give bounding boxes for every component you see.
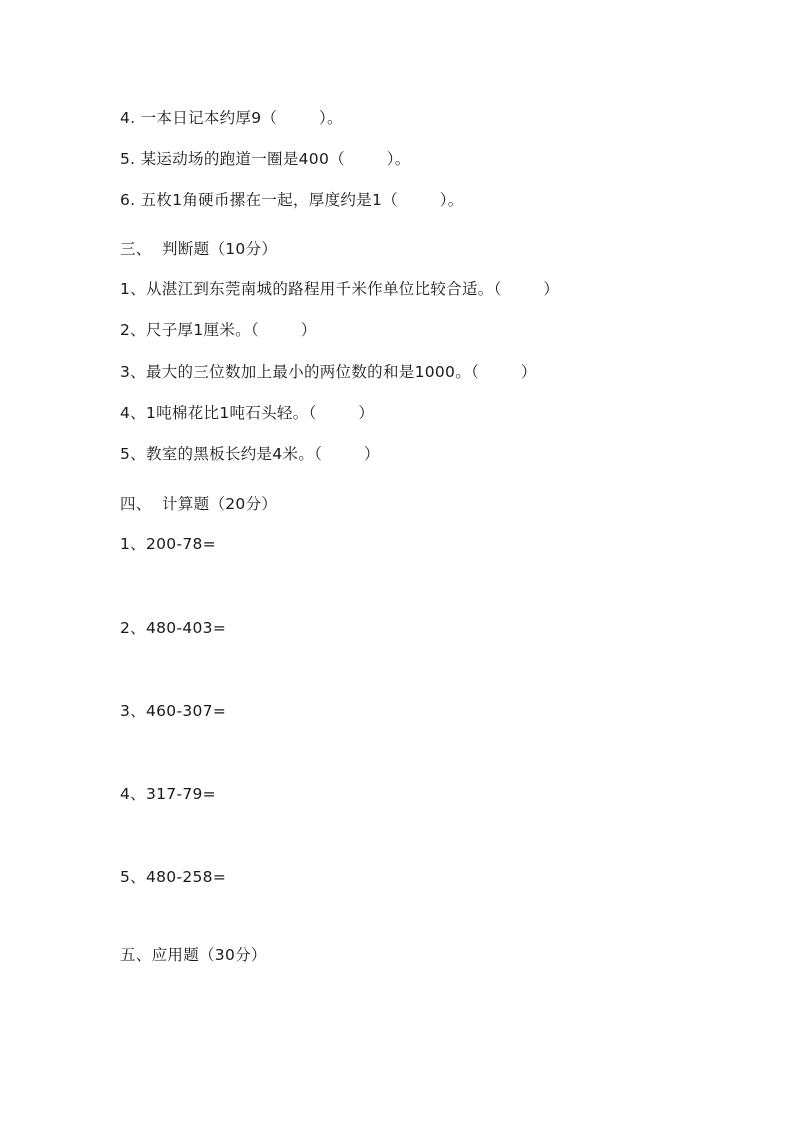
fill-in-item-6: 6. 五枚1角硬币摞在一起，厚度约是1（ ）。 [120,191,464,209]
section-5-heading: 五、应用题（30分） [120,946,267,964]
calc-item-1: 1、200-78= [120,535,216,553]
section-4-heading: 四、 计算题（20分） [120,495,278,513]
judgment-item-2: 2、尺子厚1厘米。（ ） [120,321,317,339]
fill-in-item-4: 4. 一本日记本约厚9（ ）。 [120,109,343,127]
calc-item-4: 4、317-79= [120,785,216,803]
calc-item-3: 3、460-307= [120,702,227,720]
judgment-item-3: 3、最大的三位数加上最小的两位数的和是1000。（ ） [120,363,537,381]
calc-item-5: 5、480-258= [120,868,227,886]
fill-in-item-5: 5. 某运动场的跑道一圈是400（ ）。 [120,150,411,168]
calc-item-2: 2、480-403= [120,619,227,637]
judgment-item-5: 5、教室的黑板长约是4米。（ ） [120,445,380,463]
judgment-item-4: 4、1吨棉花比1吨石头轻。（ ） [120,404,375,422]
section-3-heading: 三、 判断题（10分） [120,240,278,258]
judgment-item-1: 1、从湛江到东莞南城的路程用千米作单位比较合适。（ ） [120,280,560,298]
